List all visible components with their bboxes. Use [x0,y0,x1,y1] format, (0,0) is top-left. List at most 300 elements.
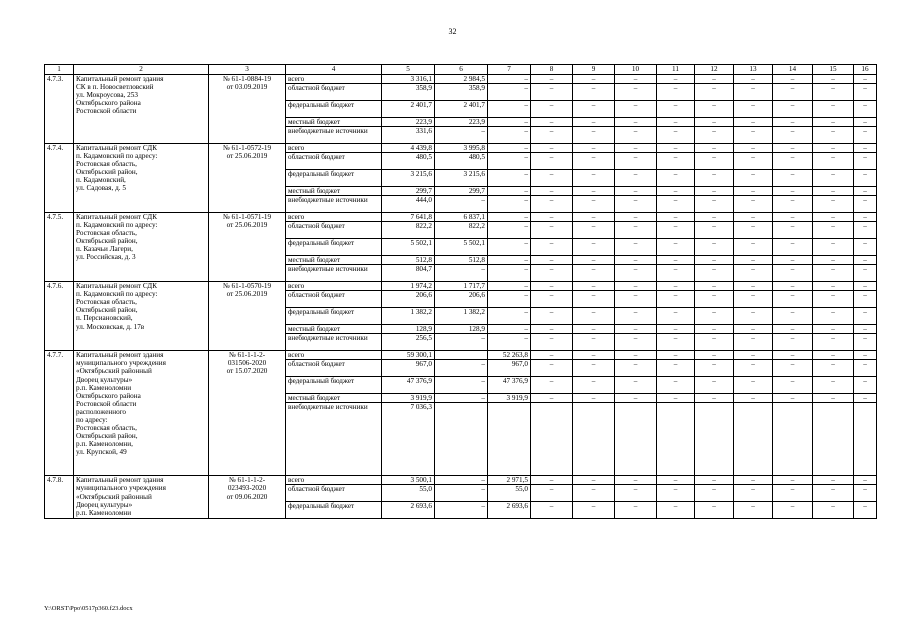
empty-value: – [773,100,813,117]
empty-value: – [531,195,573,212]
empty-value: – [573,502,615,519]
empty-value: – [657,83,695,100]
empty-value: – [531,126,573,143]
empty-value: – [573,143,615,152]
description-line: СК в п. Новосветловский [76,82,154,91]
empty-value: – [813,476,854,485]
empty-value: – [773,117,813,126]
description-line: Капитальный ремонт здания [76,351,164,360]
empty-value: – [531,360,573,377]
empty-value: – [813,169,854,186]
amount-col7: 2 693,6 [488,502,531,519]
amount-col7: – [488,308,531,325]
amount-col7: 55,0 [488,485,531,502]
empty-value: – [531,394,573,403]
empty-value: – [734,169,773,186]
description-line: р.п. Каменоломни, [76,440,133,449]
expert-conclusion [209,212,286,281]
item-number: 4.7.3. [45,74,74,143]
empty-value [531,403,573,476]
empty-value: – [813,291,854,308]
empty-value: – [734,325,773,334]
amount-col6: – [435,485,488,502]
total-amount: 47 376,9 [382,377,435,394]
amount-col7: – [488,117,531,126]
empty-value: – [813,394,854,403]
description-line: Октябрьского района [76,98,141,107]
empty-value: – [734,485,773,502]
description-line: ул. Мокроусова, 253 [76,90,138,99]
description-line: р.п. Каменоломни [76,383,132,392]
empty-value: – [695,143,734,152]
description-line: Ростовская область, [76,159,137,168]
empty-value: – [773,195,813,212]
total-amount: 5 502,1 [382,238,435,255]
empty-value: – [773,476,813,485]
empty-value: – [773,238,813,255]
amount-col6: 358,9 [435,83,488,100]
empty-value: – [854,265,877,282]
empty-value: – [657,360,695,377]
empty-value: – [573,485,615,502]
item-number: 4.7.8. [45,476,74,519]
empty-value: – [695,377,734,394]
funding-source: местный бюджет [286,325,382,334]
empty-value: – [657,186,695,195]
empty-value: – [657,351,695,360]
empty-value: – [813,195,854,212]
empty-value: – [854,169,877,186]
expert-conclusion [209,74,286,143]
item-number: 4.7.4. [45,143,74,212]
empty-value: – [657,152,695,169]
item-description [74,351,209,476]
empty-value: – [734,255,773,264]
funding-source: всего [286,74,382,83]
empty-value: – [573,126,615,143]
total-amount: 4 439,8 [382,143,435,152]
empty-value: – [734,360,773,377]
conclusion-line: № 61-1-1-2- [228,351,266,360]
empty-value: – [854,117,877,126]
table-row [45,282,877,291]
total-amount: 444,0 [382,195,435,212]
empty-value: – [531,169,573,186]
amount-col6: – [435,360,488,377]
empty-value: – [695,291,734,308]
total-amount: 223,9 [382,117,435,126]
page-number: 32 [448,27,457,36]
empty-value: – [657,476,695,485]
empty-value: – [773,126,813,143]
conclusion-line: № 61-1-1-2- [228,476,266,485]
empty-value: – [615,325,657,334]
empty-value: – [531,117,573,126]
total-amount: 2 401,7 [382,100,435,117]
empty-value: – [657,74,695,83]
column-number: 4 [286,65,382,75]
amount-col6: 299,7 [435,186,488,195]
empty-value: – [695,476,734,485]
empty-value: – [531,502,573,519]
empty-value: – [773,212,813,221]
description-line: п. Кадамовский по адресу: [76,290,158,299]
item-number: 4.7.7. [45,351,74,476]
empty-value: – [854,334,877,351]
funding-source: областной бюджет [286,485,382,502]
empty-value: – [615,502,657,519]
total-amount: 967,0 [382,360,435,377]
amount-col6: 822,2 [435,221,488,238]
amount-col6: – [435,476,488,485]
empty-value: – [813,308,854,325]
empty-value: – [573,377,615,394]
funding-source: областной бюджет [286,152,382,169]
description-line: п. Кадамовский по адресу: [76,220,158,229]
item-number: 4.7.6. [45,282,74,351]
amount-col6: – [435,502,488,519]
empty-value: – [615,351,657,360]
empty-value: – [734,117,773,126]
amount-col7: – [488,152,531,169]
column-number: 12 [695,65,734,75]
column-number: 13 [734,65,773,75]
empty-value: – [734,502,773,519]
empty-value: – [573,195,615,212]
empty-value: – [773,377,813,394]
total-amount: 3 919,9 [382,394,435,403]
total-amount: 55,0 [382,485,435,502]
column-number: 5 [382,65,435,75]
empty-value: – [615,394,657,403]
item-description [74,143,209,212]
empty-value: – [813,265,854,282]
empty-value: – [854,308,877,325]
funding-source: местный бюджет [286,255,382,264]
empty-value: – [615,485,657,502]
empty-value: – [615,377,657,394]
empty-value: – [615,265,657,282]
column-number: 7 [488,65,531,75]
empty-value: – [573,255,615,264]
funding-source: местный бюджет [286,186,382,195]
empty-value: – [734,74,773,83]
empty-value: – [813,325,854,334]
empty-value: – [813,117,854,126]
description-line: п. Персиановский, [76,314,133,323]
empty-value: – [573,221,615,238]
amount-col6 [435,403,488,476]
empty-value: – [813,126,854,143]
empty-value: – [813,255,854,264]
description-line: «Октябрьский районный [76,367,152,376]
expert-conclusion [209,351,286,476]
empty-value: – [773,74,813,83]
empty-value [573,403,615,476]
empty-value: – [695,325,734,334]
empty-value: – [773,265,813,282]
funding-source: федеральный бюджет [286,308,382,325]
empty-value [773,403,813,476]
description-line: Капитальный ремонт СДК [76,143,157,152]
description-line: расположенного [76,407,127,416]
empty-value: – [573,74,615,83]
description-line: по адресу: [76,416,108,424]
amount-col7: – [488,83,531,100]
description-line: муниципального учреждения [76,484,166,493]
empty-value: – [657,377,695,394]
empty-value: – [531,83,573,100]
empty-value: – [695,74,734,83]
empty-value: – [657,100,695,117]
empty-value: – [531,291,573,308]
empty-value: – [813,282,854,291]
empty-value: – [531,186,573,195]
empty-value: – [695,502,734,519]
expert-conclusion [209,282,286,351]
empty-value: – [573,394,615,403]
amount-col7: – [488,282,531,291]
empty-value: – [531,152,573,169]
amount-col6: – [435,265,488,282]
description-line: Октябрьского района [76,391,141,400]
empty-value: – [773,83,813,100]
empty-value: – [695,265,734,282]
footer-file-path: Y:\ORST\Ppo\0517p360.f23.docx [44,605,133,612]
description-line: «Октябрьский районный [76,492,152,501]
empty-value: – [854,186,877,195]
amount-col6: 512,8 [435,255,488,264]
description-line: ул. Крупской, 49 [76,448,127,457]
conclusion-line: № 61-1-0572-19 [222,143,272,152]
empty-value: – [695,126,734,143]
empty-value: – [813,143,854,152]
total-amount: 59 300,1 [382,351,435,360]
amount-col7: – [488,221,531,238]
empty-value: – [695,117,734,126]
column-number: 16 [854,65,877,75]
amount-col7: – [488,186,531,195]
amount-col7: – [488,74,531,83]
empty-value: – [531,485,573,502]
empty-value: – [531,221,573,238]
empty-value: – [615,100,657,117]
funding-source: федеральный бюджет [286,100,382,117]
conclusion-line: от 25.06.2019 [226,220,268,229]
total-amount: 1 974,2 [382,282,435,291]
empty-value: – [854,377,877,394]
empty-value: – [695,152,734,169]
empty-value: – [531,74,573,83]
empty-value: – [531,100,573,117]
amount-col6: 1 717,7 [435,282,488,291]
amount-col6: 223,9 [435,117,488,126]
empty-value: – [695,100,734,117]
description-line: Ростовская область, [76,424,137,433]
empty-value: – [734,476,773,485]
empty-value: – [854,325,877,334]
amount-col7: 2 971,5 [488,476,531,485]
empty-value: – [854,221,877,238]
empty-value: – [615,212,657,221]
funding-source: федеральный бюджет [286,502,382,519]
empty-value: – [531,308,573,325]
total-amount: 256,5 [382,334,435,351]
total-amount: 7 036,3 [382,403,435,476]
empty-value: – [615,126,657,143]
description-line: Октябрьский район, [76,306,138,315]
table-row [45,74,877,83]
amount-col7: – [488,212,531,221]
funding-source: областной бюджет [286,83,382,100]
table-row [45,476,877,485]
conclusion-line: от 15.07.2020 [226,367,268,376]
total-amount: 2 693,6 [382,502,435,519]
empty-value: – [813,360,854,377]
amount-col6: – [435,394,488,403]
total-amount: 822,2 [382,221,435,238]
column-number: 11 [657,65,695,75]
empty-value: – [695,255,734,264]
empty-value: – [573,334,615,351]
empty-value: – [657,212,695,221]
total-amount: 512,8 [382,255,435,264]
empty-value: – [695,221,734,238]
total-amount: 804,7 [382,265,435,282]
description-line: ул. Российская, д. 3 [76,253,136,262]
empty-value: – [615,221,657,238]
empty-value: – [615,476,657,485]
empty-value: – [854,351,877,360]
empty-value: – [657,255,695,264]
empty-value: – [615,186,657,195]
column-number: 2 [74,65,209,75]
amount-col7: – [488,100,531,117]
empty-value: – [734,291,773,308]
total-amount: 299,7 [382,186,435,195]
amount-col6: 206,6 [435,291,488,308]
empty-value: – [573,325,615,334]
empty-value [854,403,877,476]
empty-value: – [813,221,854,238]
empty-value: – [615,83,657,100]
empty-value: – [854,291,877,308]
empty-value: – [734,83,773,100]
empty-value: – [615,334,657,351]
empty-value: – [854,282,877,291]
empty-value: – [531,282,573,291]
empty-value: – [573,476,615,485]
empty-value: – [573,100,615,117]
empty-value: – [531,334,573,351]
empty-value: – [854,255,877,264]
empty-value: – [695,394,734,403]
amount-col7: 3 919,9 [488,394,531,403]
empty-value: – [734,282,773,291]
amount-col7: – [488,265,531,282]
description-line: Капитальный ремонт здания [76,476,164,485]
funding-source: внебюджетные источники [286,195,382,212]
amount-col6: 3 995,8 [435,143,488,152]
empty-value: – [531,377,573,394]
empty-value: – [695,334,734,351]
empty-value: – [773,394,813,403]
empty-value [813,403,854,476]
item-description [74,476,209,519]
funding-source: федеральный бюджет [286,169,382,186]
description-line: п. Казачьи Лагери, [76,245,133,254]
conclusion-line: 031506-2020 [227,359,267,368]
description-line: Капитальный ремонт СДК [76,282,157,291]
amount-col7: 967,0 [488,360,531,377]
description-line: Ростовская область, [76,298,137,307]
empty-value: – [773,291,813,308]
amount-col6: – [435,126,488,143]
amount-col6: 2 401,7 [435,100,488,117]
amount-col7: 47 376,9 [488,377,531,394]
empty-value: – [657,282,695,291]
empty-value: – [773,143,813,152]
funding-source: федеральный бюджет [286,377,382,394]
amount-col6: – [435,334,488,351]
empty-value: – [615,308,657,325]
total-amount: 480,5 [382,152,435,169]
description-line: п. Кадамовский по адресу: [76,151,158,160]
empty-value: – [854,143,877,152]
item-number: 4.7.5. [45,212,74,281]
empty-value: – [695,186,734,195]
empty-value: – [734,221,773,238]
funding-source: всего [286,351,382,360]
funding-source: внебюджетные источники [286,265,382,282]
empty-value: – [854,502,877,519]
empty-value: – [657,221,695,238]
empty-value: – [813,334,854,351]
empty-value: – [615,238,657,255]
funding-source: всего [286,476,382,485]
empty-value [734,403,773,476]
empty-value: – [531,143,573,152]
empty-value: – [854,476,877,485]
empty-value: – [734,195,773,212]
empty-value: – [734,126,773,143]
amount-col7: – [488,255,531,264]
empty-value: – [615,74,657,83]
conclusion-line: от 25.06.2019 [226,290,268,299]
empty-value: – [813,186,854,195]
empty-value [615,403,657,476]
empty-value: – [531,325,573,334]
empty-value: – [657,394,695,403]
empty-value: – [695,238,734,255]
empty-value: – [573,117,615,126]
description-line: п. Кадамовский, [76,176,126,185]
empty-value: – [854,74,877,83]
empty-value: – [773,221,813,238]
empty-value: – [695,351,734,360]
empty-value: – [695,169,734,186]
amount-col7: – [488,143,531,152]
empty-value [695,403,734,476]
column-number: 3 [209,65,286,75]
amount-col6 [435,351,488,360]
funding-source: областной бюджет [286,221,382,238]
amount-col6: 5 502,1 [435,238,488,255]
empty-value: – [657,143,695,152]
empty-value: – [773,308,813,325]
empty-value: – [854,238,877,255]
empty-value: – [773,282,813,291]
